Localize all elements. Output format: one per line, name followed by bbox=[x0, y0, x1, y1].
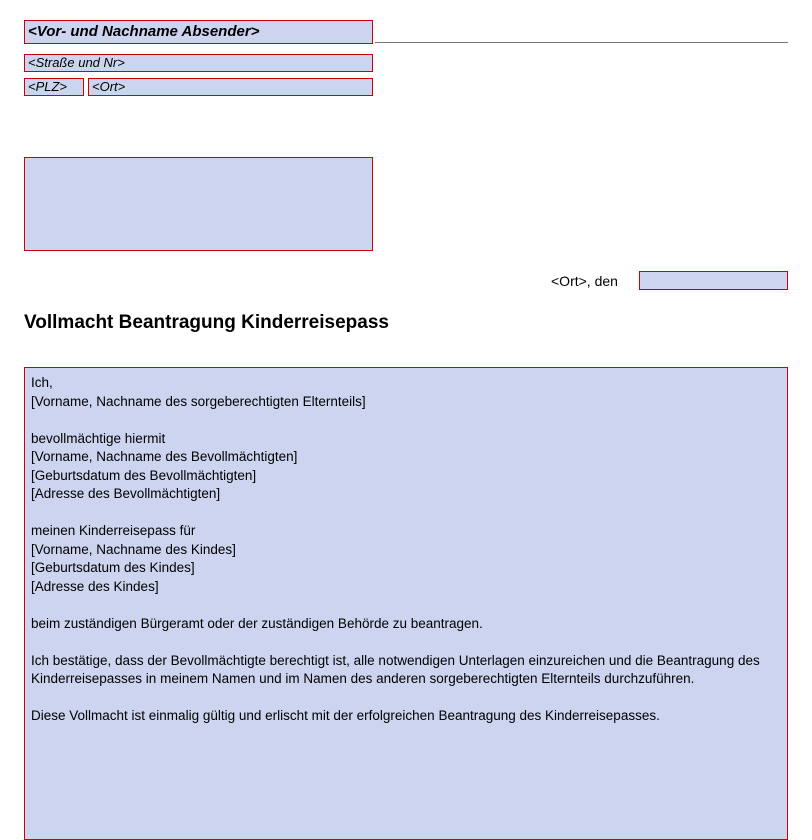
sender-name-field[interactable]: <Vor- und Nachname Absender> bbox=[24, 20, 373, 44]
body-line: Ich, bbox=[31, 375, 53, 390]
body-line-spacer bbox=[31, 504, 779, 523]
sender-city-field[interactable]: <Ort> bbox=[88, 78, 373, 96]
body-line: [Adresse des Kindes] bbox=[31, 578, 159, 594]
sender-street-field[interactable]: <Straße und Nr> bbox=[24, 54, 373, 72]
body-line: Diese Vollmacht ist einmalig gültig und erlischt mit der erfolgreichen Beantragung des Kinderreisepasses. bbox=[31, 708, 660, 723]
letter-body-text bbox=[31, 374, 779, 726]
body-line: [Vorname, Nachname des Kindes] bbox=[31, 541, 236, 557]
body-line: bevollmächtige hiermit bbox=[31, 430, 166, 446]
body-line: [Adresse des Bevollmächtigten] bbox=[31, 486, 221, 501]
letter-body-field[interactable] bbox=[24, 367, 788, 840]
date-field[interactable] bbox=[639, 271, 788, 290]
body-line: [Geburtsdatum des Bevollmächtigten] bbox=[31, 467, 257, 483]
body-line: [Vorname, Nachname des sorgeberechtigten Elternteils] bbox=[31, 393, 366, 409]
place-date-label: <Ort>, den bbox=[551, 273, 618, 289]
body-line-spacer bbox=[31, 596, 779, 615]
body-line-spacer bbox=[31, 689, 779, 708]
body-line: meinen Kinderreisepass für bbox=[31, 523, 196, 538]
recipient-address-field[interactable] bbox=[24, 157, 373, 251]
body-line-spacer bbox=[31, 633, 779, 652]
page-title: Vollmacht Beantragung Kinderreisepass bbox=[24, 312, 389, 333]
body-line-spacer bbox=[31, 411, 779, 430]
sender-postal-code-field[interactable]: <PLZ> bbox=[24, 78, 84, 96]
body-line: Ich bestätige, dass der Bevollmächtigte berechtigt ist, alle notwendigen Unterlagen einzureichen und die Beantragung des Kinderreisepasses in meinem Namen und im Namen des anderen sorgeberechtigten Elternteils durchzuführen. bbox=[31, 652, 760, 686]
header-divider bbox=[375, 42, 788, 43]
body-line: [Vorname, Nachname des Bevollmächtigten] bbox=[31, 449, 298, 464]
body-line: beim zuständigen Bürgeramt oder der zuständigen Behörde zu beantragen. bbox=[31, 615, 483, 631]
body-line: [Geburtsdatum des Kindes] bbox=[31, 560, 195, 575]
